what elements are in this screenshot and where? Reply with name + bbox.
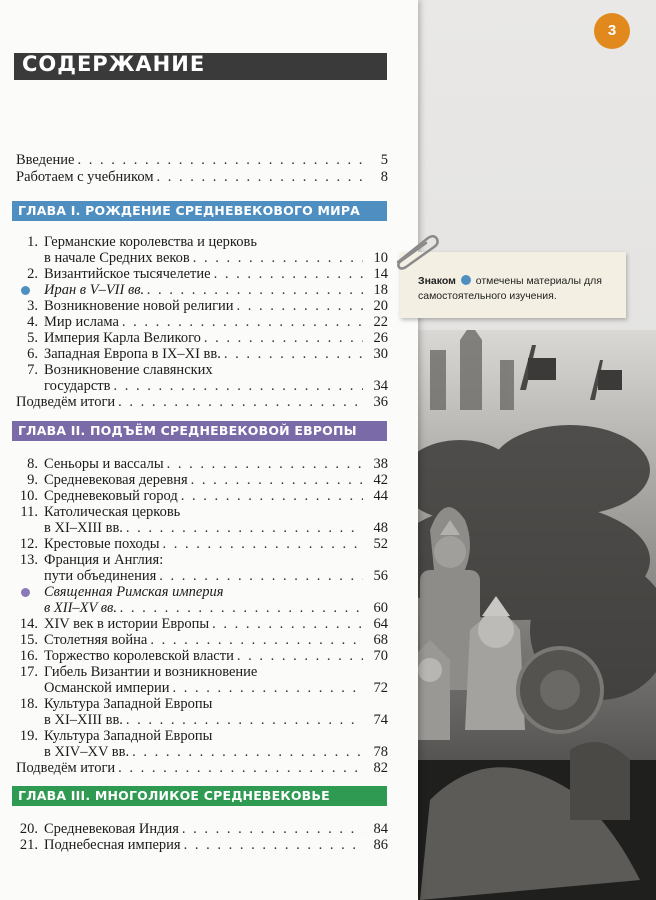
toc-entry-continued[interactable]: государств . . . 34 [16,378,388,394]
toc-entry[interactable]: 16. Торжество королевской власти . . . 70 [16,648,388,664]
toc-entry[interactable]: 10. Средневековый город . . . 44 [16,488,388,504]
toc-entry[interactable]: 20. Средневековая Индия . . . 84 [16,821,388,837]
toc-entry-continued[interactable]: в начале Средних веков . . . 10 [16,250,388,266]
toc-summary[interactable]: Подведём итоги . . . 82 [16,760,388,776]
toc-entry[interactable]: 1. Германские королевства и церковь [27,234,257,250]
toc-entry[interactable]: 18. Культура Западной Европы [19,696,213,712]
toc-entry[interactable]: Введение . . . 5 [16,152,388,168]
toc-entry-continued[interactable]: в XII–XV вв. . . . 60 [16,600,388,616]
toc-entry[interactable]: 21. Поднебесная империя . . . 86 [16,837,388,853]
toc-entry[interactable]: 9. Средневековая деревня . . . 42 [16,472,388,488]
medieval-illustration [400,330,656,900]
toc-entry[interactable]: 17. Гибель Византии и возникновение [19,664,258,680]
toc-entry[interactable]: 7. Возникновение славянских [27,362,213,378]
toc-entry[interactable]: Работаем с учебником . . . 8 [16,169,388,185]
chapter-1-header[interactable]: ГЛАВА I. РОЖДЕНИЕ СРЕДНЕВЕКОВОГО МИРА [12,201,387,221]
page-heading: СОДЕРЖАНИЕ [22,52,206,76]
chapter-3-header[interactable]: ГЛАВА III. МНОГОЛИКОЕ СРЕДНЕВЕКОВЬЕ [12,786,387,806]
toc-entry[interactable]: 5. Империя Карла Великого . . . 26 [16,330,388,346]
toc-entry[interactable]: 8. Сеньоры и вассалы . . . 38 [16,456,388,472]
toc-entry[interactable]: 19. Культура Западной Европы [19,728,213,744]
toc-entry[interactable]: 13. Франция и Англия: [19,552,164,568]
toc-entry[interactable]: 15. Столетняя война . . . 68 [16,632,388,648]
toc-entry-continued[interactable]: в XIV–XV вв. . . . 78 [16,744,388,760]
self-study-marker-icon [461,275,471,285]
toc-entry[interactable]: Иран в V–VII вв. . . . 18 [16,282,388,298]
note-keyword: Знаком [418,275,456,287]
note-text: отмечены материалы для самостоятельного изучения. [418,275,602,302]
toc-entry-continued[interactable]: в XI–XIII вв. . . . 48 [16,520,388,536]
toc-summary[interactable]: Подведём итоги . . . 36 [16,394,388,410]
page-number-badge: 3 [594,13,630,49]
toc-entry[interactable]: 2. Византийское тысячелетие . . . 14 [16,266,388,282]
toc-entry[interactable]: 12. Крестовые походы . . . 52 [16,536,388,552]
toc-entry-continued[interactable]: в XI–XIII вв. . . . 74 [16,712,388,728]
toc-entry[interactable]: 11. Католическая церковь [20,504,181,520]
toc-entry-continued[interactable]: пути объединения . . . 56 [16,568,388,584]
toc-entry[interactable]: 3. Возникновение новой религии . . . 20 [16,298,388,314]
toc-entry[interactable]: 4. Мир ислама . . . 22 [16,314,388,330]
toc-entry[interactable]: Священная Римская империя [44,584,224,600]
toc-entry-continued[interactable]: Османской империи . . . 72 [16,680,388,696]
toc-entry[interactable]: 14. XIV век в истории Европы . . . 64 [16,616,388,632]
toc-entry[interactable]: 6. Западная Европа в IX–XI вв. . . . 30 [16,346,388,362]
paperclip-icon [392,232,440,272]
chapter-2-header[interactable]: ГЛАВА II. ПОДЪЁМ СРЕДНЕВЕКОВОЙ ЕВРОПЫ [12,421,387,441]
